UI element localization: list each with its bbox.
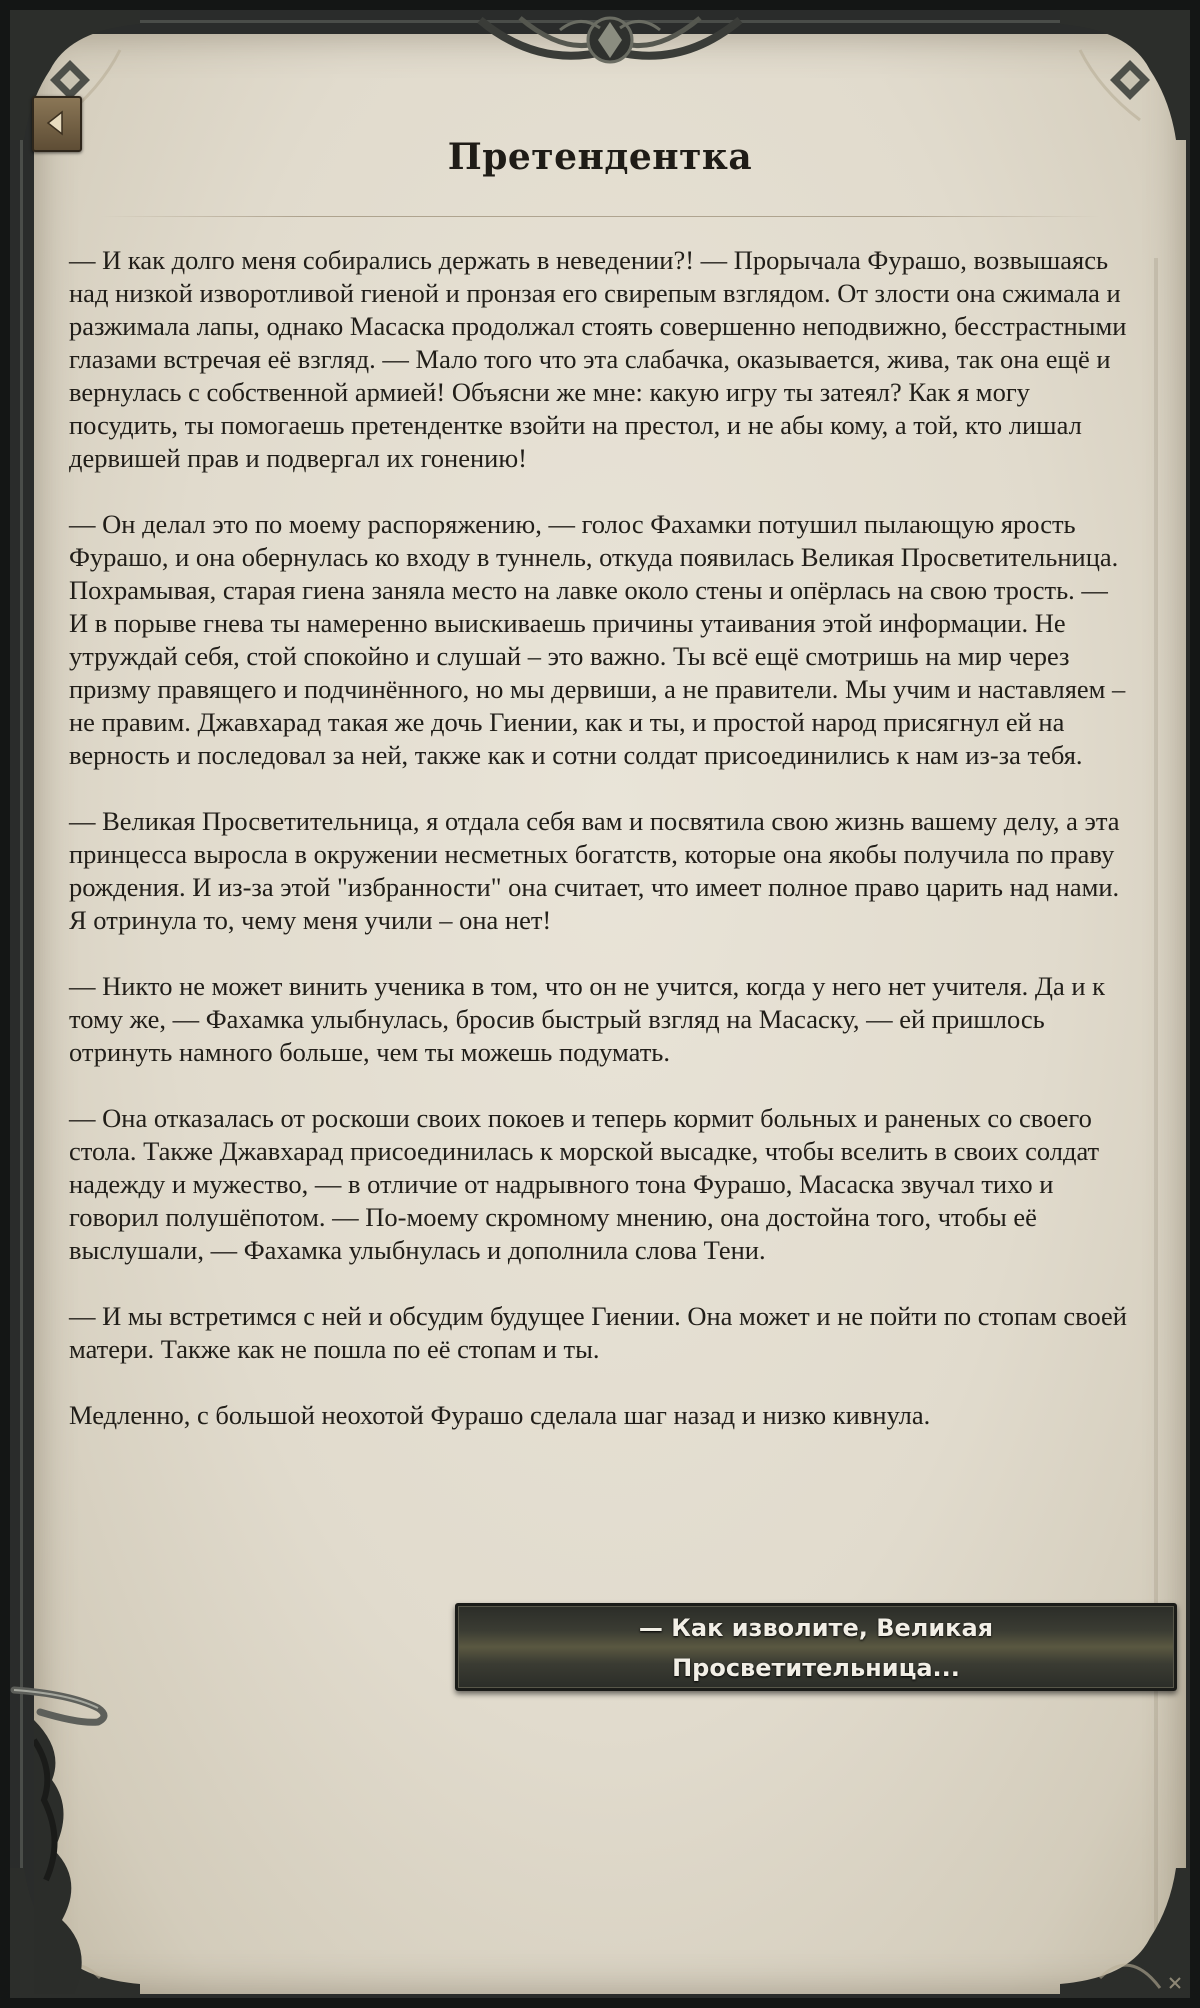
corner-ornament-icon [1060,10,1190,140]
back-arrow-icon [44,110,66,136]
page-title: Претендентка [447,136,753,178]
story-paragraph: Медленно, с большой неохотой Фурашо сделала шаг назад и низко кивнула. [69,1400,931,1430]
story-paragraph: — Он делал это по моему распоряжению, — голос Фахамки потушил пылающую ярость Фурашо, и она обернулась ко входу в туннель, откуда появилась Великая Просветительница. Похрамывая, старая гиена заняла место на лавке около стены и опёрлась на свою трость. — И в порыве гнева ты намеренно выискиваешь причины утаивания этой информации. Не утруждай себя, стой спокойно и слушай – это важно. Ты всё ещё смотришь на мир через призму правящего и подчинённого, но мы дервиши, а не правители. Мы учим и наставляем – не правим. Джавхарад такая же дочь Гиении, как и ты, и простой народ присягнул ей на верность и последовал за ней, также как и сотни солдат присоединились к нам из-за тебя. [69,509,1126,770]
top-ornament-icon [460,10,760,88]
paperclip-icon [10,1672,120,1732]
choice-button[interactable] [455,1603,1177,1691]
story-paragraph: — И мы встретимся с ней и обсудим будущее Гиении. Она может и не пойти по стопам своей матери. Также как не пошла по её стопам и ты. [69,1301,1127,1364]
story-paragraph: — Она отказалась от роскоши своих покоев и теперь кормит больных и раненых со своего стола. Также Джавхарад присоединилась к морской высадке, чтобы вселить в своих солдат надежду и мужество, — в отличие от надрывного тона Фурашо, Масаска звучал тихо и говорил полушёпотом. — По-моему скромному мнению, она достойна того, чтобы её выслушали, — Фахамка улыбнулась и дополнила слова Тени. [69,1103,1100,1265]
story-paragraph: — Великая Просветительница, я отдала себя вам и посвятила свою жизнь вашему делу, а эта принцесса выросла в окружении несметных богатств, которые она якобы получила по праву рождения. И из-за этой "избранности" она считает, что имеет полное право царить над нами. Я отринула то, чему меня учили – она нет! [69,806,1120,935]
story-paragraph: — И как долго меня собирались держать в неведении?! — Прорычала Фурашо, возвышаясь над низкой изворотливой гиеной и пронзая его свирепым взглядом. От злости она сжимала и разжимала лапы, однако Масаска продолжал стоять совершенно неподвижно, бесстрастными глазами встречая её взгляд. — Мало того что эта слабачка, оказывается, жива, так она ещё и вернулась с собственной армией! Объясни же мне: какую игру ты затеял? Как я могу посудить, ты помогаешь претендентке взойти на престол, и не абы кому, а той, кто лишал дервишей прав и подвергал их гонению! [69,245,1127,473]
choice-label-line2: Просветительница... [672,1654,960,1682]
corner-ornament-icon [1060,1868,1190,1998]
story-text [69,244,1131,1465]
choice-label-line1: — Как изволите, Великая [638,1614,994,1642]
burnt-edge-decoration [34,1720,184,1994]
story-paragraph: — Никто не может винить ученика в том, что он не учится, когда у него нет учителя. Да и к тому же, — Фахамка улыбнулась, бросив быстрый взгляд на Масаску, — ей пришлось отринуть намного больше, чем ты можешь подумать. [69,971,1106,1067]
title-divider [100,216,1100,217]
